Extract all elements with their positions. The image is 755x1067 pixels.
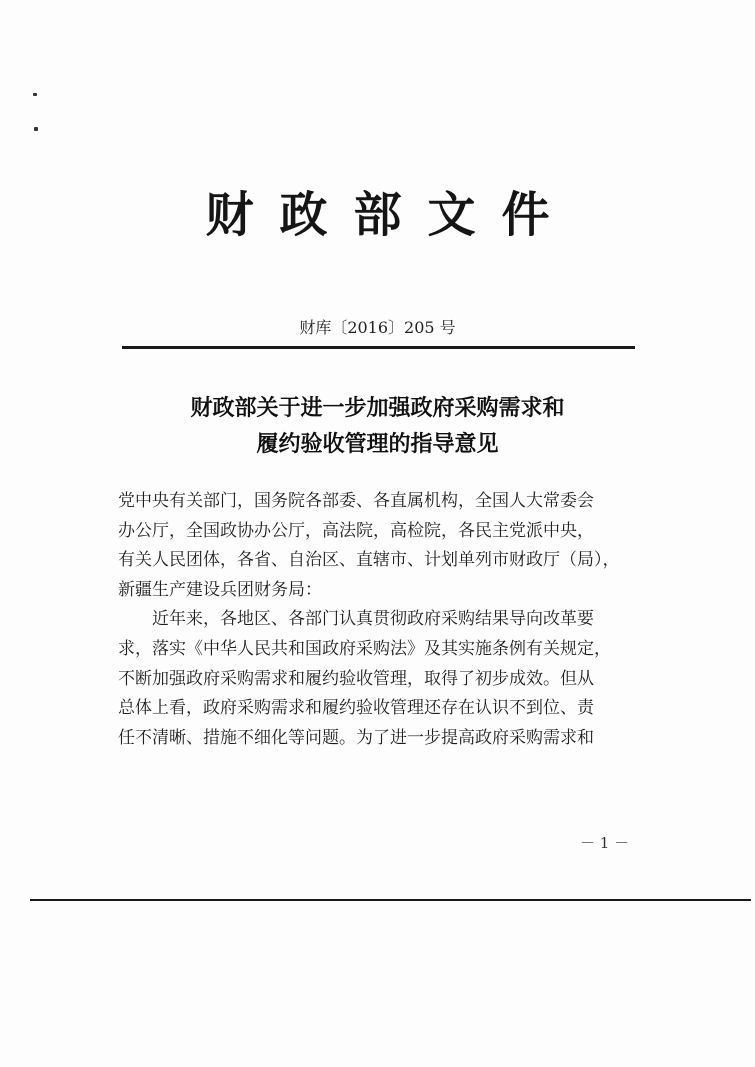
body-line: 党中央有关部门，国务院各部委、各直属机构，全国人大常委会 bbox=[118, 491, 594, 511]
body-line: 总体上看，政府采购需求和履约验收管理还存在认识不到位、责 bbox=[118, 698, 594, 719]
page-footer-divider bbox=[30, 899, 751, 901]
body-line: 不断加强政府采购需求和履约验收管理，取得了初步成效。但从 bbox=[118, 668, 594, 689]
body-line: 有关人民团体，各省、自治区、直辖市、计划单列市财政厅（局）， bbox=[118, 550, 620, 571]
document-title-line: 履约验收管理的指导意见 bbox=[256, 432, 499, 457]
page-number: － 1 － bbox=[580, 834, 630, 852]
document-body bbox=[118, 487, 638, 753]
document-number: 财库〔2016〕205 号 bbox=[299, 318, 456, 337]
scan-speck bbox=[33, 93, 37, 96]
scan-speck bbox=[34, 127, 38, 131]
body-line: 任不清晰、措施不细化等问题。为了进一步提高政府采购需求和 bbox=[118, 727, 594, 748]
body-line: 办公厅，全国政协办公厅，高法院，高检院，各民主党派中央， bbox=[118, 520, 594, 541]
body-line: 新疆生产建设兵团财务局： bbox=[118, 579, 322, 600]
header-divider bbox=[122, 346, 635, 349]
document-title-line: 财政部关于进一步加强政府采购需求和 bbox=[190, 396, 565, 421]
body-line: 近年来，各地区、各部门认真贯彻政府采购结果导向改革要 bbox=[118, 609, 594, 630]
document-header-title: 财政部文件 bbox=[205, 187, 576, 243]
document-title bbox=[0, 391, 755, 463]
body-line: 求，落实《中华人民共和国政府采购法》及其实施条例有关规定， bbox=[118, 638, 611, 659]
